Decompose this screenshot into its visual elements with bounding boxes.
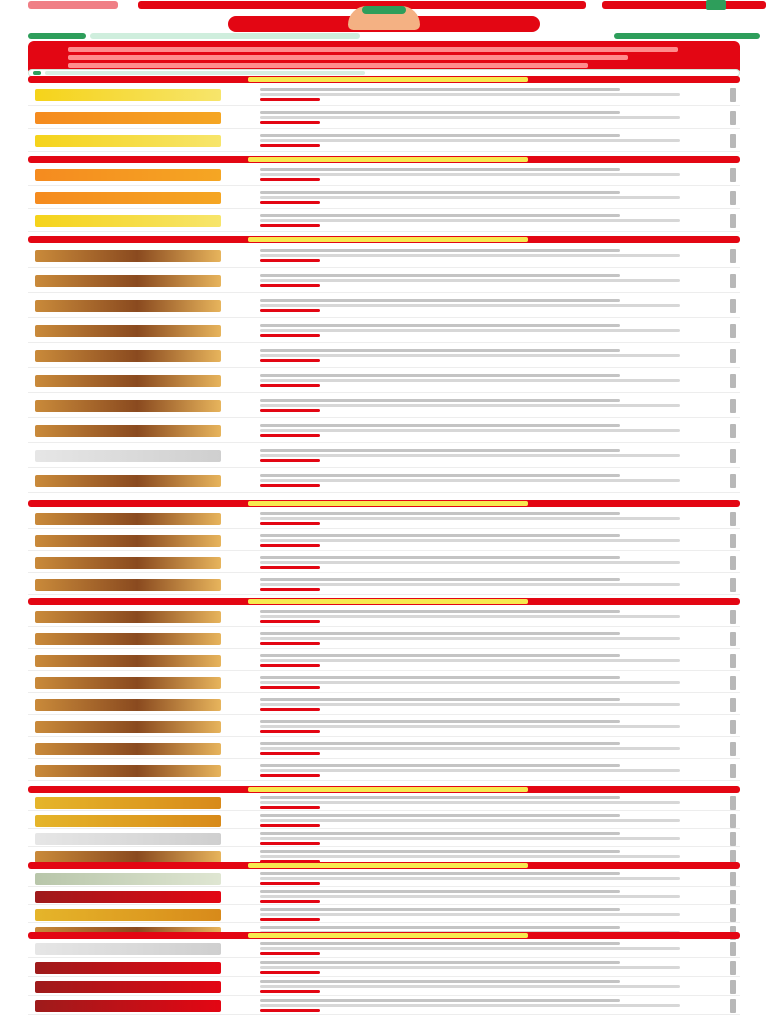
item-price — [260, 918, 320, 921]
item-name — [260, 942, 620, 945]
item-name — [260, 578, 620, 581]
item-price — [260, 708, 320, 711]
item-price — [260, 952, 320, 955]
item-price — [260, 484, 320, 487]
item-image — [35, 350, 221, 362]
item-description — [260, 517, 680, 520]
add-button[interactable] — [730, 168, 736, 182]
item-name — [260, 872, 620, 875]
banner-line — [68, 55, 628, 60]
item-image — [35, 425, 221, 437]
item-description — [260, 254, 680, 257]
menu-item[interactable] — [28, 469, 740, 493]
menu-item[interactable] — [28, 294, 740, 318]
menu-item[interactable] — [28, 978, 740, 996]
item-image — [35, 475, 221, 487]
hat-icon — [362, 6, 406, 14]
section-title — [248, 599, 528, 604]
item-price — [260, 384, 320, 387]
item-name — [260, 980, 620, 983]
item-name — [260, 890, 620, 893]
item-description — [260, 837, 680, 840]
item-description — [260, 139, 680, 142]
item-description — [260, 725, 680, 728]
menu-item[interactable] — [28, 959, 740, 977]
item-image — [35, 721, 221, 733]
menu-item[interactable] — [28, 107, 740, 129]
item-price — [260, 664, 320, 667]
item-description — [260, 769, 680, 772]
add-button[interactable] — [730, 890, 736, 904]
add-button[interactable] — [730, 299, 736, 313]
add-button[interactable] — [730, 324, 736, 338]
item-price — [260, 620, 320, 623]
item-price — [260, 806, 320, 809]
item-description — [260, 703, 680, 706]
item-name — [260, 534, 620, 537]
menu-item[interactable] — [28, 830, 740, 847]
section-header — [28, 500, 740, 507]
item-description — [260, 855, 680, 858]
add-button[interactable] — [730, 578, 736, 592]
menu-item[interactable] — [28, 244, 740, 268]
item-image — [35, 873, 221, 885]
menu-item[interactable] — [28, 997, 740, 1015]
banner-line — [68, 47, 678, 52]
item-description — [260, 819, 680, 822]
item-image — [35, 633, 221, 645]
item-image — [35, 169, 221, 181]
item-price — [260, 434, 320, 437]
menu-item[interactable] — [28, 694, 740, 715]
item-description — [260, 947, 680, 950]
add-button[interactable] — [730, 698, 736, 712]
tab-1[interactable] — [28, 1, 118, 9]
status-action[interactable] — [614, 33, 760, 39]
menu-item[interactable] — [28, 444, 740, 468]
item-image — [35, 89, 221, 101]
item-name — [260, 698, 620, 701]
menu-item[interactable] — [28, 716, 740, 737]
menu-item[interactable] — [28, 84, 740, 106]
item-name — [260, 214, 620, 217]
item-price — [260, 144, 320, 147]
item-image — [35, 909, 221, 921]
item-description — [260, 615, 680, 618]
item-description — [260, 747, 680, 750]
item-price — [260, 882, 320, 885]
item-description — [260, 561, 680, 564]
item-name — [260, 908, 620, 911]
add-button[interactable] — [730, 632, 736, 646]
add-button[interactable] — [730, 474, 736, 488]
add-button[interactable] — [730, 274, 736, 288]
item-price — [260, 224, 320, 227]
add-button[interactable] — [730, 556, 736, 570]
search-placeholder — [45, 71, 365, 75]
add-button[interactable] — [730, 111, 736, 125]
item-image — [35, 743, 221, 755]
item-description — [260, 173, 680, 176]
item-image — [35, 300, 221, 312]
item-name — [260, 88, 620, 91]
menu-item[interactable] — [28, 574, 740, 595]
cart-icon[interactable] — [706, 0, 726, 10]
item-price — [260, 459, 320, 462]
item-image — [35, 375, 221, 387]
item-price — [260, 752, 320, 755]
add-button[interactable] — [730, 832, 736, 846]
add-button[interactable] — [730, 999, 736, 1013]
brand-logo — [228, 6, 540, 32]
section-title — [248, 237, 528, 242]
section-header — [28, 236, 740, 243]
add-button[interactable] — [730, 676, 736, 690]
item-description — [260, 279, 680, 282]
menu-item[interactable] — [28, 210, 740, 232]
item-description — [260, 196, 680, 199]
item-name — [260, 654, 620, 657]
item-price — [260, 201, 320, 204]
item-image — [35, 400, 221, 412]
item-image — [35, 962, 221, 974]
item-name — [260, 720, 620, 723]
add-button[interactable] — [730, 720, 736, 734]
item-name — [260, 299, 620, 302]
item-image — [35, 1000, 221, 1012]
item-image — [35, 943, 221, 955]
item-price — [260, 1009, 320, 1012]
menu-item[interactable] — [28, 760, 740, 781]
item-image — [35, 112, 221, 124]
menu-item[interactable] — [28, 319, 740, 343]
item-name — [260, 556, 620, 559]
status-pill — [28, 33, 86, 39]
item-price — [260, 774, 320, 777]
item-description — [260, 429, 680, 432]
item-price — [260, 971, 320, 974]
add-button[interactable] — [730, 424, 736, 438]
add-button[interactable] — [730, 349, 736, 363]
item-description — [260, 1004, 680, 1007]
store-status — [28, 33, 768, 41]
item-description — [260, 404, 680, 407]
item-description — [260, 637, 680, 640]
menu-item[interactable] — [28, 269, 740, 293]
item-name — [260, 274, 620, 277]
item-price — [260, 900, 320, 903]
item-name — [260, 134, 620, 137]
item-price — [260, 98, 320, 101]
item-description — [260, 966, 680, 969]
add-button[interactable] — [730, 908, 736, 922]
add-button[interactable] — [730, 534, 736, 548]
menu-item[interactable] — [28, 672, 740, 693]
add-button[interactable] — [730, 214, 736, 228]
section-title — [248, 157, 528, 162]
add-button[interactable] — [730, 88, 736, 102]
item-price — [260, 842, 320, 845]
add-button[interactable] — [730, 796, 736, 810]
add-button[interactable] — [730, 654, 736, 668]
item-description — [260, 895, 680, 898]
menu-item[interactable] — [28, 940, 740, 958]
section-header — [28, 932, 740, 939]
item-name — [260, 424, 620, 427]
item-image — [35, 891, 221, 903]
menu-item[interactable] — [28, 344, 740, 368]
menu-item[interactable] — [28, 870, 740, 887]
item-description — [260, 681, 680, 684]
item-name — [260, 191, 620, 194]
add-button[interactable] — [730, 980, 736, 994]
menu-item[interactable] — [28, 419, 740, 443]
item-name — [260, 449, 620, 452]
menu-item[interactable] — [28, 369, 740, 393]
item-name — [260, 324, 620, 327]
item-description — [260, 329, 680, 332]
item-name — [260, 632, 620, 635]
item-price — [260, 178, 320, 181]
menu-item[interactable] — [28, 130, 740, 152]
item-description — [260, 913, 680, 916]
item-name — [260, 374, 620, 377]
menu-item[interactable] — [28, 187, 740, 209]
section-header — [28, 156, 740, 163]
add-button[interactable] — [730, 764, 736, 778]
item-description — [260, 985, 680, 988]
item-name — [260, 512, 620, 515]
item-image — [35, 215, 221, 227]
item-name — [260, 474, 620, 477]
item-image — [35, 797, 221, 809]
item-image — [35, 815, 221, 827]
menu-item[interactable] — [28, 650, 740, 671]
tab-3[interactable] — [602, 1, 766, 9]
item-name — [260, 961, 620, 964]
section-header — [28, 786, 740, 793]
item-image — [35, 513, 221, 525]
item-description — [260, 479, 680, 482]
section-title — [248, 933, 528, 938]
item-image — [35, 135, 221, 147]
item-price — [260, 121, 320, 124]
item-price — [260, 824, 320, 827]
section-header — [28, 598, 740, 605]
item-price — [260, 544, 320, 547]
item-image — [35, 765, 221, 777]
menu-item[interactable] — [28, 738, 740, 759]
item-image — [35, 250, 221, 262]
item-price — [260, 686, 320, 689]
add-button[interactable] — [730, 374, 736, 388]
item-price — [260, 309, 320, 312]
item-price — [260, 409, 320, 412]
menu-item[interactable] — [28, 552, 740, 573]
item-name — [260, 349, 620, 352]
status-text — [90, 33, 360, 39]
item-image — [35, 655, 221, 667]
item-price — [260, 359, 320, 362]
item-price — [260, 642, 320, 645]
item-description — [260, 454, 680, 457]
item-image — [35, 557, 221, 569]
item-name — [260, 168, 620, 171]
add-button[interactable] — [730, 610, 736, 624]
add-button[interactable] — [730, 134, 736, 148]
add-button[interactable] — [730, 942, 736, 956]
item-name — [260, 832, 620, 835]
add-button[interactable] — [730, 742, 736, 756]
item-image — [35, 981, 221, 993]
item-image — [35, 579, 221, 591]
item-price — [260, 566, 320, 569]
item-description — [260, 93, 680, 96]
item-price — [260, 990, 320, 993]
add-button[interactable] — [730, 249, 736, 263]
item-name — [260, 999, 620, 1002]
menu-item[interactable] — [28, 394, 740, 418]
item-image — [35, 275, 221, 287]
menu-item[interactable] — [28, 164, 740, 186]
item-name — [260, 814, 620, 817]
add-button[interactable] — [730, 814, 736, 828]
section-title — [248, 787, 528, 792]
item-price — [260, 334, 320, 337]
item-name — [260, 742, 620, 745]
section-header — [28, 862, 740, 869]
item-price — [260, 284, 320, 287]
item-image — [35, 699, 221, 711]
add-button[interactable] — [730, 961, 736, 975]
item-price — [260, 588, 320, 591]
menu-item[interactable] — [28, 906, 740, 923]
item-description — [260, 539, 680, 542]
item-name — [260, 111, 620, 114]
item-image — [35, 535, 221, 547]
item-description — [260, 877, 680, 880]
item-description — [260, 801, 680, 804]
add-button[interactable] — [730, 399, 736, 413]
menu-item[interactable] — [28, 888, 740, 905]
item-description — [260, 116, 680, 119]
add-button[interactable] — [730, 872, 736, 886]
section-title — [248, 77, 528, 82]
item-description — [260, 659, 680, 662]
item-image — [35, 611, 221, 623]
banner-line — [68, 63, 588, 68]
item-image — [35, 192, 221, 204]
item-image — [35, 833, 221, 845]
add-button[interactable] — [730, 449, 736, 463]
item-image — [35, 450, 221, 462]
item-price — [260, 259, 320, 262]
menu-item[interactable] — [28, 606, 740, 627]
item-name — [260, 610, 620, 613]
item-description — [260, 219, 680, 222]
item-image — [35, 325, 221, 337]
item-image — [35, 677, 221, 689]
item-price — [260, 730, 320, 733]
item-description — [260, 354, 680, 357]
menu-item[interactable] — [28, 812, 740, 829]
item-name — [260, 764, 620, 767]
item-description — [260, 304, 680, 307]
item-name — [260, 676, 620, 679]
item-description — [260, 379, 680, 382]
section-header — [28, 76, 740, 83]
item-name — [260, 926, 620, 929]
menu-item[interactable] — [28, 794, 740, 811]
item-name — [260, 850, 620, 853]
search-icon — [33, 71, 41, 75]
item-price — [260, 522, 320, 525]
add-button[interactable] — [730, 512, 736, 526]
section-title — [248, 501, 528, 506]
menu-item[interactable] — [28, 530, 740, 551]
section-title — [248, 863, 528, 868]
item-description — [260, 583, 680, 586]
item-name — [260, 249, 620, 252]
menu-item[interactable] — [28, 508, 740, 529]
menu-item[interactable] — [28, 628, 740, 649]
item-name — [260, 399, 620, 402]
add-button[interactable] — [730, 191, 736, 205]
item-name — [260, 796, 620, 799]
